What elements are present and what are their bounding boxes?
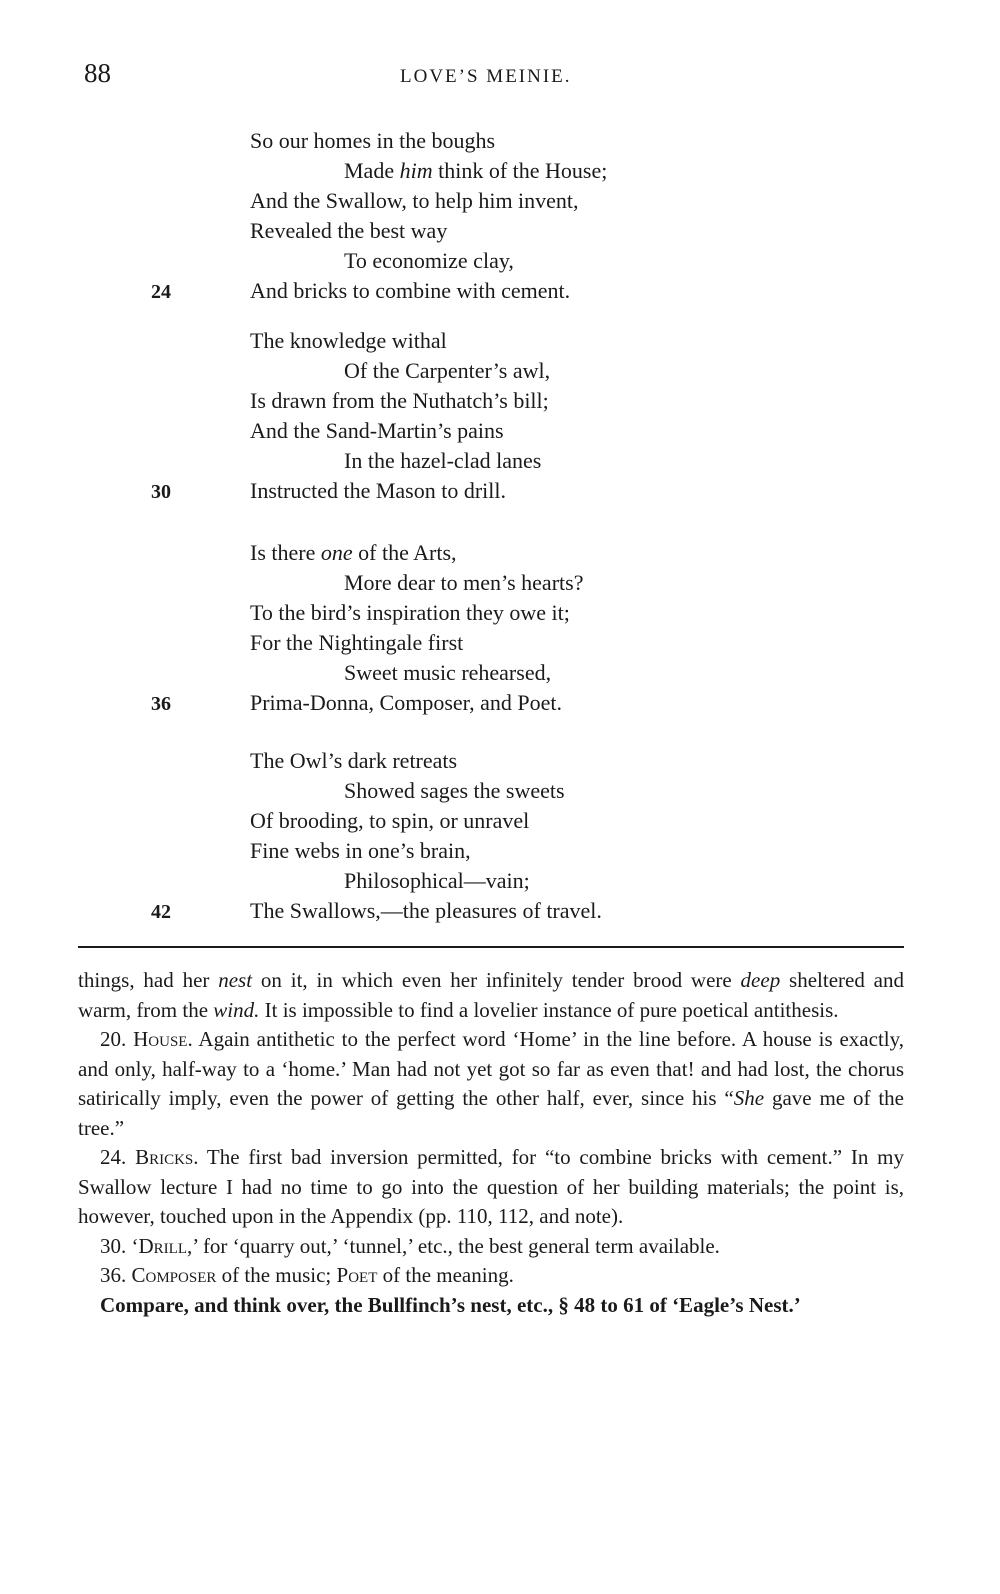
verse-line: Prima-Donna, Composer, and Poet. (250, 690, 562, 715)
note-composer: 36. Composer of the music; Poet of the meaning. (100, 1263, 514, 1287)
line-number: 42 (151, 901, 171, 923)
verse-line: Is there one of the Arts, (250, 540, 457, 565)
line-number: 30 (151, 481, 171, 503)
verse-line: Instructed the Mason to drill. (250, 478, 507, 503)
note-paragraph: things, had her nest on it, in which even her infinitely tender brood were deep sheltered and warm, from the wind. It is impossible to find a lovelier instance of pure poetical antithesis. (78, 968, 904, 1022)
verse-line: And bricks to combine with cement. (250, 278, 571, 303)
verse-line: Philosophical—vain; (344, 868, 530, 893)
verse-line: The Swallows,—the pleasures of travel. (250, 898, 602, 923)
verse-line: Of brooding, to spin, or unravel (250, 808, 530, 833)
verse-line: The Owl’s dark retreats (250, 748, 458, 773)
footnote-divider (78, 946, 904, 948)
verse-line: And the Sand-Martin’s pains (250, 418, 504, 443)
verse-line: Fine webs in one’s brain, (250, 838, 471, 863)
verse-line: Of the Carpenter’s awl, (344, 358, 551, 383)
note-drill: 30. ‘Drill,’ for ‘quarry out,’ ‘tunnel,’ etc., the best general term available. (100, 1233, 720, 1258)
note-bricks: 24. Bricks. The first bad inversion permitted, for “to combine bricks with cement.” In my Swallow lecture I had no time to go into the question of her building materials; the point is, however, touched upon in the Appendix (pp. 110, 112, and note). (78, 1145, 904, 1228)
verse-line: So our homes in the boughs (250, 128, 496, 153)
verse-line: Is drawn from the Nuthatch’s bill; (250, 388, 549, 413)
verse-line: To economize clay, (344, 248, 514, 273)
verse-line: The knowledge withal (250, 328, 447, 353)
verse-line: Sweet music rehearsed, (344, 660, 552, 685)
verse-line: To the bird’s inspiration they owe it; (250, 600, 570, 625)
footnotes (78, 966, 904, 1320)
verse-line: Revealed the best way (250, 218, 448, 243)
verse-line: Made him think of the House; (344, 158, 608, 183)
verse-line: Showed sages the sweets (344, 778, 565, 803)
page-number: 88 (84, 58, 111, 88)
running-head: LOVE’S MEINIE. (400, 66, 572, 87)
verse-line: For the Nightingale first (250, 630, 464, 655)
verse-line: More dear to men’s hearts? (344, 570, 584, 595)
note-house: 20. House. Again antithetic to the perfect word ‘Home’ in the line before. A house is exactly, and only, half-way to a ‘home.’ Man had not yet got so far as even that! and had lost, the chorus satirically imply, even the power of getting the other half, ever, since his “She gave me of the tree.” (78, 1027, 904, 1140)
verse-line: In the hazel-clad lanes (344, 448, 542, 473)
verse-line: And the Swallow, to help him invent, (250, 188, 579, 213)
line-number: 36 (151, 693, 171, 715)
note-compare: Compare, and think over, the Bullfinch’s nest, etc., § 48 to 61 of ‘Eagle’s Nest.’ (100, 1292, 801, 1317)
line-number: 24 (151, 281, 171, 303)
